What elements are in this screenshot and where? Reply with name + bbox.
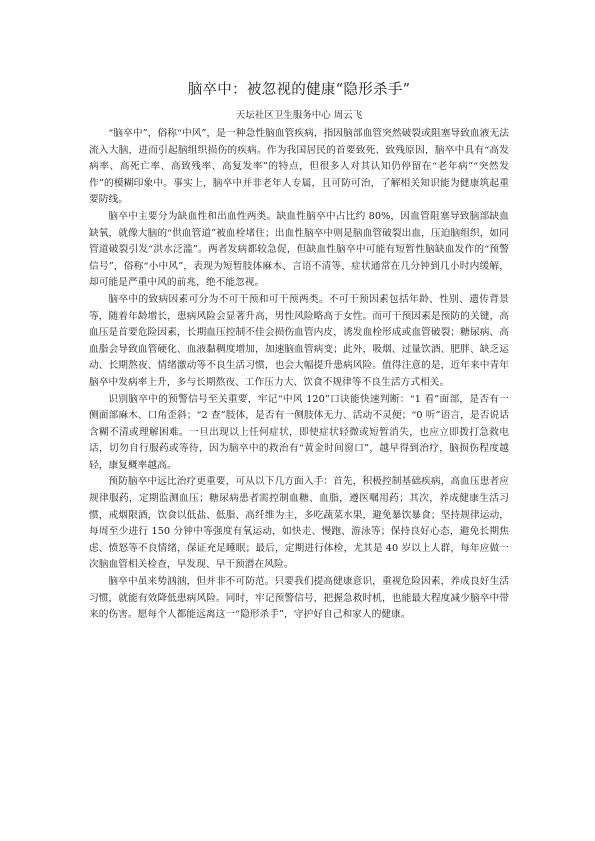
article-paragraph: “脑卒中”，俗称“中风”，是一种急性脑血管疾病，指因脑部血管突然破裂或阻塞导致血液无法流入大脑，进而引起脑组织损伤的疾病。作为我国居民的首要致死、致残原因，脑卒中具有“高发病率、高死亡率、高致残率、高复发率”的特点，但很多人对其认知仍停留在“老年病”“突然发作”的模糊印象中。事实上，脑卒中并非老年人专属，且可防可治，了解相关知识能为健康筑起重要防线。 (89, 128, 509, 206)
article-title: 脑卒中：被忽视的健康“隐形杀手” (187, 82, 411, 98)
article-paragraph: 脑卒中虽来势汹汹，但并非不可防范。只要我们提高健康意识，重视危险因素，养成良好生活习惯，就能有效降低患病风险。同时，牢记预警信号，把握急救时机，也能最大程度减少脑卒中带来的伤害。愿每个人都能远离这一“隐形杀手”，守护好自己和家人的健康。 (89, 576, 509, 621)
article-paragraph: 预防脑卒中远比治疗更重要，可从以下几方面入手：首先，积极控制基础疾病，高血压患者应规律服药，定期监测血压；糖尿病患者需控制血糖、血脂，遵医嘱用药；其次，养成健康生活习惯，戒烟限酒，饮食以低盐、低脂、高纤维为主，多吃蔬菜水果，避免暴饮暴食；坚持规律运动，每周至少进行 150 分钟中等强度有氧运动，如快走、慢跑、游泳等；保持良好心态，避免长期焦虑、愤怒等不良情绪，保证充足睡眠；最后，定期进行体检，尤其是 40 岁以上人群，每年应做一次脑血管相关检查，早发现、早干预潜在风险。 (89, 476, 509, 571)
article-byline: 天坛社区卫生服务中心 周云飞 (235, 110, 363, 121)
article-paragraph: 识别脑卒中的预警信号至关重要，牢记“中风 120”口诀能快速判断：“1 看”面部，是否有一侧面部麻木、口角歪斜；“2 查”肢体，是否有一侧肢体无力、活动不灵便；“0 听”语言，是否说话含糊不清或理解困难。一旦出现以上任何症状，即使症状轻微或短暂消失，也应立即拨打急救电话，切勿自行服药或等待，因为脑卒中的救治有“黄金时间窗口”，越早得到治疗，脑损伤程度越轻，康复概率越高。 (89, 393, 509, 471)
article-paragraph: 脑卒中的致病因素可分为不可干预和可干预两类。不可干预因素包括年龄、性别、遗传背景等，随着年龄增长，患病风险会显著升高，男性风险略高于女性。而可干预因素是预防的关键，高血压是首要危险因素，长期血压控制不佳会损伤血管内皮，诱发血栓形成或血管破裂；糖尿病、高血脂会导致血管硬化、血液黏稠度增加，加速脑血管病变；此外，吸烟、过量饮酒、肥胖、缺乏运动、长期熬夜、情绪激动等不良生活习惯，也会大幅提升患病风险。值得注意的是，近年来中青年脑卒中发病率上升，多与长期熬夜、工作压力大、饮食不规律等不良生活方式相关。 (89, 293, 509, 388)
article-paragraph: 脑卒中主要分为缺血性和出血性两类。缺血性脑卒中占比约 80%，因血管阻塞导致脑部缺血缺氧，就像大脑的“供血管道”被血栓堵住；出血性脑卒中则是脑血管破裂出血，压迫脑组织，如同管道破裂引发“洪水泛滥”。两者发病都较急促，但缺血性脑卒中可能有短暂性脑缺血发作的“预警信号”，俗称“小中风”，表现为短暂肢体麻木、言语不清等，症状通常在几分钟到几小时内缓解，却可能是严重中风的前兆，绝不能忽视。 (89, 210, 509, 289)
